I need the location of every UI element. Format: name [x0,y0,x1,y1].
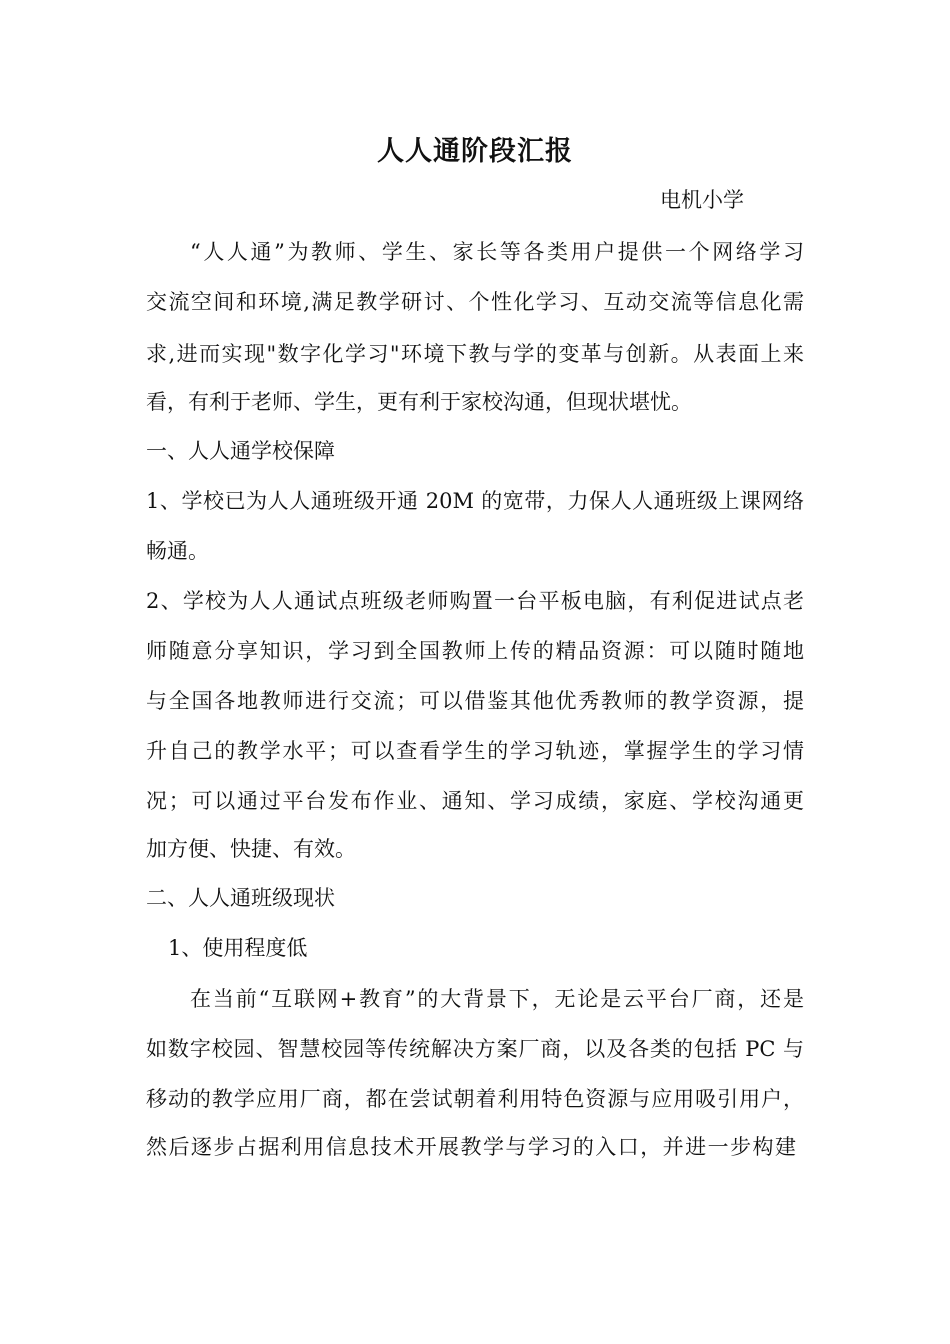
paragraph-line: 加方便、快捷、有效。 [146,837,356,861]
section-heading: 一、人人通学校保障 [146,439,335,463]
paragraph-line: 1、学校已为人人通班级开通 20M 的宽带，力保人人通班级上课网络 [146,489,804,513]
paragraph-line: 师随意分享知识，学习到全国教师上传的精品资源：可以随时随地 [146,639,804,663]
paragraph-line: 然后逐步占据利用信息技术开展教学与学习的入口，并进一步构建 [146,1135,796,1159]
paragraph-line: 交流空间和环境,满足教学研讨、个性化学习、互动交流等信息化需 [146,290,804,314]
paragraph-line: “人人通”为教师、学生、家长等各类用户提供一个网络学习 [190,240,804,264]
paragraph-line: 看，有利于老师、学生，更有利于家校沟通，但现状堪忧。 [146,390,692,414]
paragraph-line: 如数字校园、智慧校园等传统解决方案厂商，以及各类的包括 PC 与 [146,1037,804,1061]
paragraph-line: 移动的教学应用厂商，都在尝试朝着利用特色资源与应用吸引用户， [146,1087,804,1111]
paragraph-line: 升自己的教学水平；可以查看学生的学习轨迹，掌握学生的学习情 [146,739,804,763]
paragraph-line: 畅通。 [146,539,209,563]
paragraph-line: 与全国各地教师进行交流；可以借鉴其他优秀教师的教学资源，提 [146,689,804,713]
section-heading: 二、人人通班级现状 [146,886,335,910]
paragraph-line: 况；可以通过平台发布作业、通知、学习成绩，家庭、学校沟通更 [146,789,804,813]
document-title: 人人通阶段汇报 [377,136,573,167]
paragraph-line: 在当前“互联网+教育”的大背景下，无论是云平台厂商，还是 [190,987,804,1011]
author-school: 电机小学 [660,188,744,212]
subsection-heading: 1、使用程度低 [168,936,308,960]
paragraph-line: 2、学校为人人通试点班级老师购置一台平板电脑，有利促进试点老 [146,589,804,613]
paragraph-line: 求,进而实现"数字化学习"环境下教与学的变革与创新。从表面上来 [146,342,804,366]
